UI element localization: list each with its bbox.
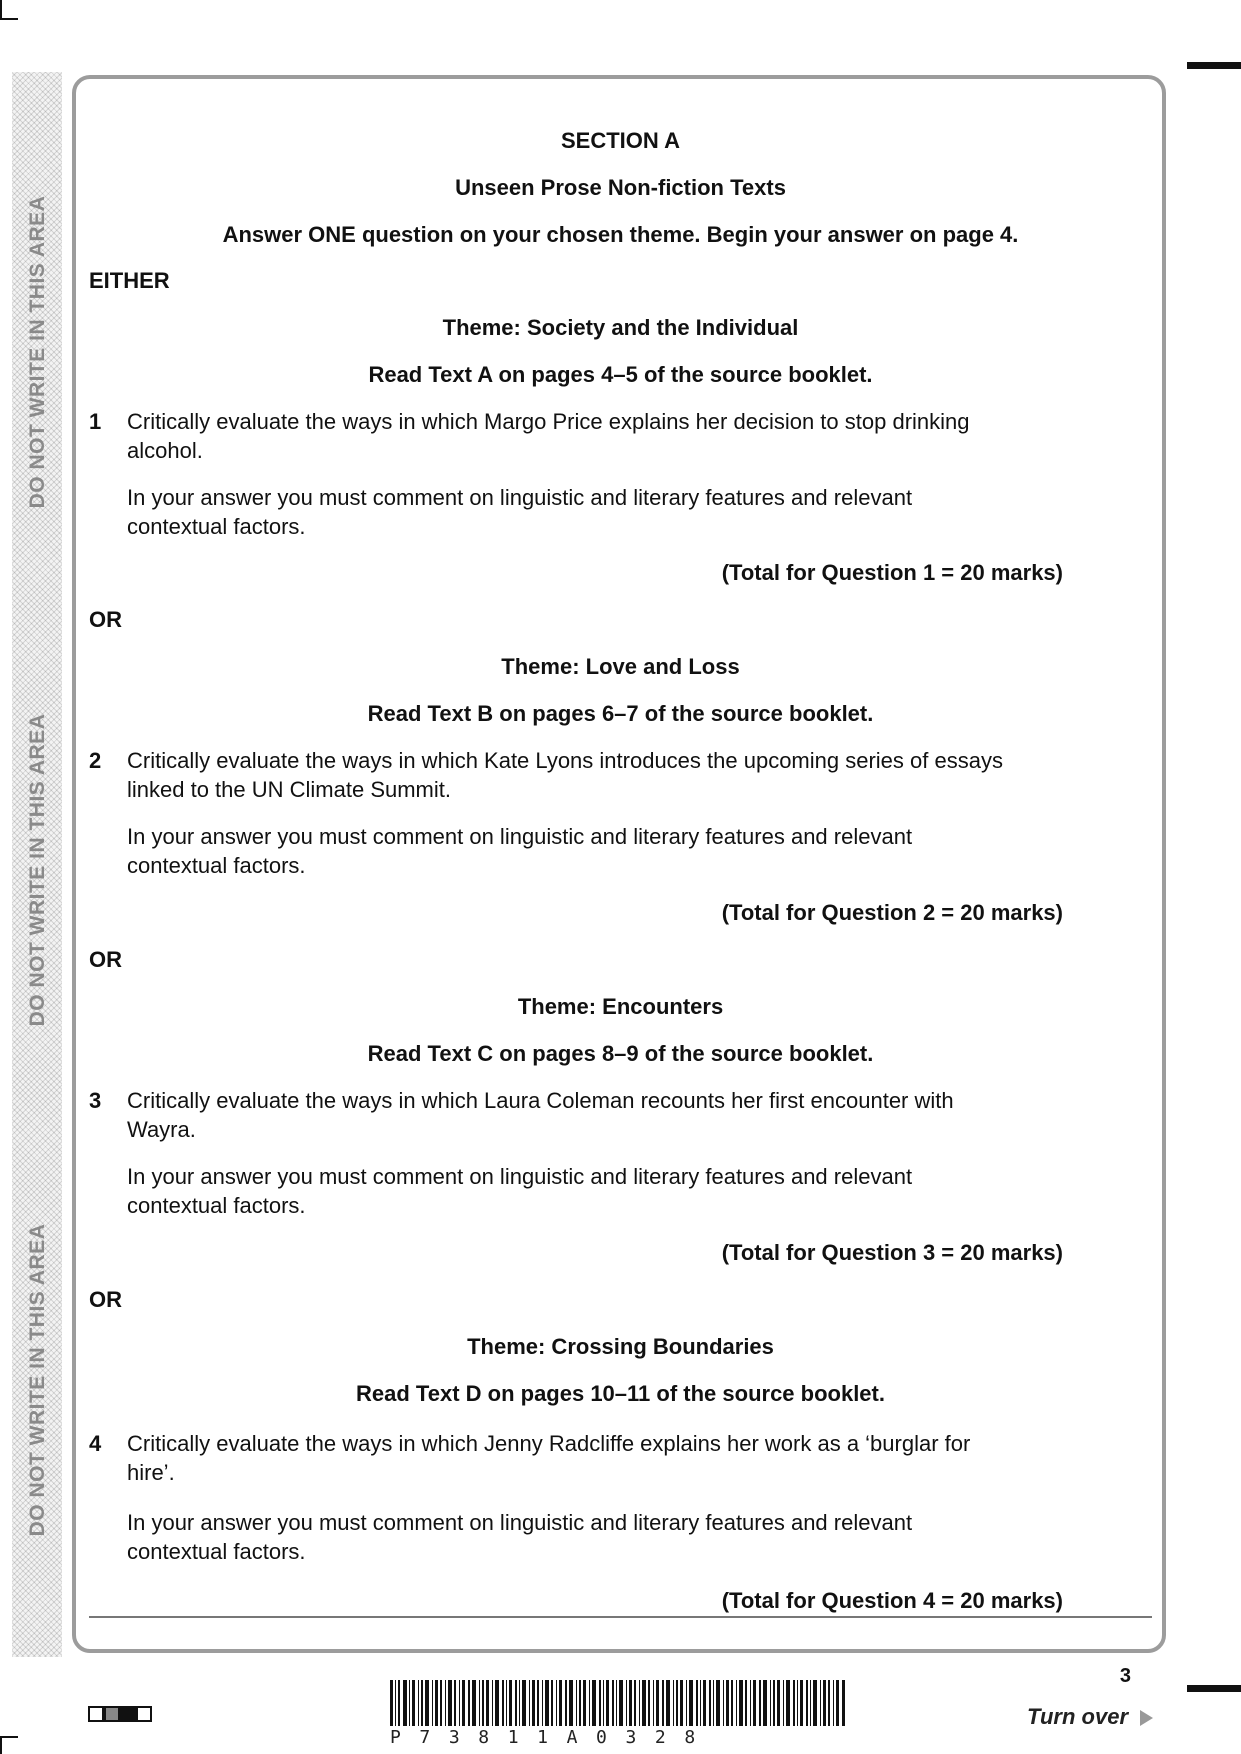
theme-heading: Theme: Society and the Individual <box>442 315 799 340</box>
barcode-number: P73811A0328 <box>390 1727 714 1748</box>
question-text: Critically evaluate the ways in which Kate Lyons introduces the upcoming series of essays linked to the UN Climate Summit. <box>127 748 1003 802</box>
question-number: 4 <box>89 1431 102 1456</box>
question-comment: In your answer you must comment on linguistic and literary features and relevant contextual factors. <box>127 1164 913 1218</box>
barcode <box>390 1680 845 1726</box>
turn-over-text: Turn over <box>1026 1704 1128 1729</box>
edge-bar <box>1187 62 1241 69</box>
question-text: Critically evaluate the ways in which Margo Price explains her decision to stop drinking alcohol. <box>127 409 970 463</box>
turn-over-label <box>1027 1704 1153 1730</box>
or-label: OR <box>89 947 122 972</box>
question-comment: In your answer you must comment on linguistic and literary features and relevant contextual factors. <box>127 1510 913 1564</box>
crop-mark <box>0 18 18 20</box>
question-total: (Total for Question 4 = 20 marks) <box>721 1588 1063 1613</box>
end-rule <box>89 1616 1152 1618</box>
question-number: 1 <box>89 409 102 434</box>
ink-box <box>88 1706 104 1722</box>
theme-heading: Theme: Crossing Boundaries <box>467 1334 774 1359</box>
ink-box <box>136 1706 152 1722</box>
read-instruction: Read Text C on pages 8–9 of the source booklet. <box>367 1041 874 1066</box>
question-text: Critically evaluate the ways in which Laura Coleman recounts her first encounter with Wayra. <box>127 1088 954 1142</box>
question-total: (Total for Question 1 = 20 marks) <box>721 560 1063 585</box>
read-instruction: Read Text A on pages 4–5 of the source booklet. <box>368 362 873 387</box>
question-number: 2 <box>89 748 102 773</box>
either-label: EITHER <box>89 268 170 293</box>
ink-box <box>104 1706 120 1722</box>
question-total: (Total for Question 3 = 20 marks) <box>721 1240 1063 1265</box>
section-subtitle: Unseen Prose Non-fiction Texts <box>455 175 786 200</box>
question-comment: In your answer you must comment on linguistic and literary features and relevant contextual factors. <box>127 824 913 878</box>
section-instruction: Answer ONE question on your chosen theme. Begin your answer on page 4. <box>222 222 1019 247</box>
or-label: OR <box>89 1287 122 1312</box>
question-text: Critically evaluate the ways in which Jenny Radcliffe explains her work as a ‘burglar for hire’. <box>127 1431 971 1485</box>
question-comment: In your answer you must comment on linguistic and literary features and relevant contextual factors. <box>127 485 913 539</box>
margin-warning: DO NOT WRITE IN THIS AREA <box>26 195 49 509</box>
crop-mark <box>0 1736 2 1754</box>
or-label: OR <box>89 607 122 632</box>
margin-warning: DO NOT WRITE IN THIS AREA <box>26 713 49 1027</box>
theme-heading: Theme: Encounters <box>517 994 724 1019</box>
arrow-right-icon <box>1140 1710 1153 1726</box>
theme-heading: Theme: Love and Loss <box>501 654 740 679</box>
read-instruction: Read Text B on pages 6–7 of the source booklet. <box>367 701 874 726</box>
question-number: 3 <box>89 1088 102 1113</box>
page-number: 3 <box>1119 1665 1131 1687</box>
crop-mark <box>0 1736 18 1738</box>
section-title: SECTION A <box>561 128 680 153</box>
ink-box <box>120 1706 136 1722</box>
edge-bar <box>1187 1685 1241 1692</box>
ink-boxes <box>88 1706 152 1722</box>
margin-warning: DO NOT WRITE IN THIS AREA <box>26 1223 49 1537</box>
crop-mark <box>0 0 2 18</box>
read-instruction: Read Text D on pages 10–11 of the source booklet. <box>356 1381 885 1406</box>
question-total: (Total for Question 2 = 20 marks) <box>721 900 1063 925</box>
